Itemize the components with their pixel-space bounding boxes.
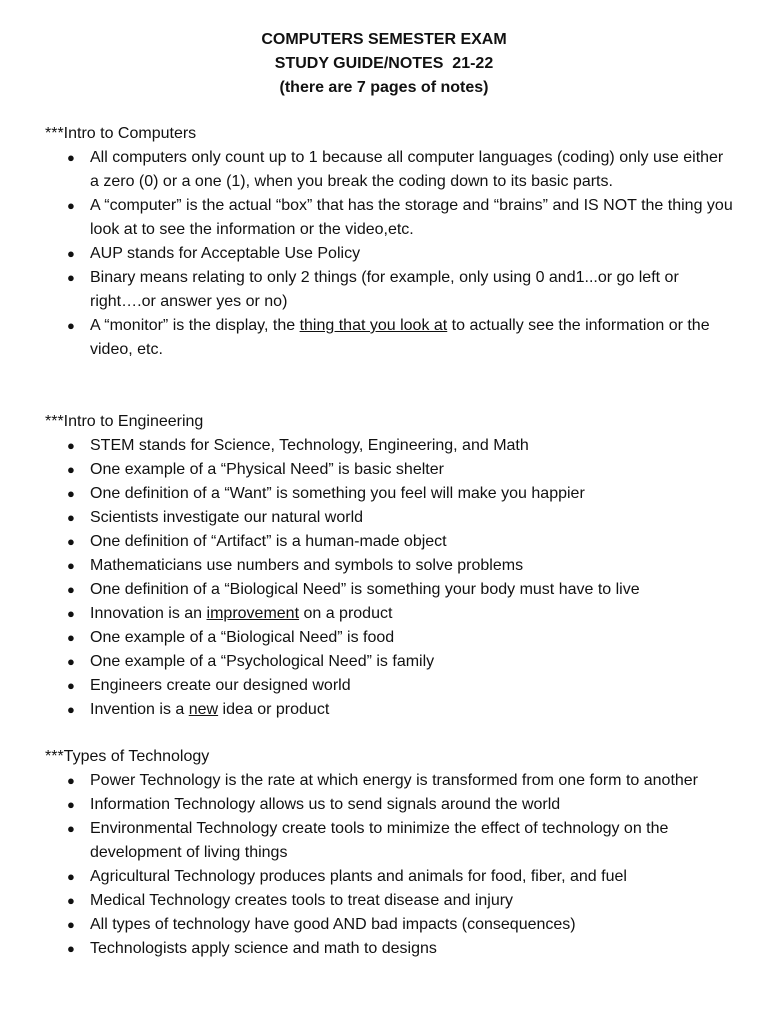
item-text: Innovation is an — [90, 605, 207, 622]
bullet-icon: ● — [67, 702, 75, 717]
item-underlined-text: improvement — [206, 605, 300, 622]
list-item — [45, 698, 735, 722]
list-item — [45, 530, 735, 554]
list-item — [45, 146, 735, 194]
item-text: Scientists investigate our natural world — [90, 509, 364, 526]
list-item — [45, 817, 735, 865]
item-text: Environmental Technology create tools to minimize the effect of technology on the development of living things — [90, 820, 669, 861]
section-types-of-technology — [45, 745, 735, 961]
bullet-icon: ● — [67, 462, 75, 477]
item-underlined-text: thing that you look at — [299, 317, 448, 334]
bullet-icon: ● — [67, 582, 75, 597]
bullet-icon: ● — [67, 198, 75, 213]
list-item — [45, 266, 735, 314]
bullet-icon: ● — [67, 630, 75, 645]
list-item — [45, 482, 735, 506]
item-text: Technologists apply science and math to designs — [90, 940, 437, 957]
list-item — [45, 650, 735, 674]
bullet-icon: ● — [67, 270, 75, 285]
item-text: Engineers create our designed world — [90, 677, 351, 694]
item-text: Information Technology allows us to send signals around the world — [90, 796, 561, 813]
bullet-icon: ● — [67, 246, 75, 261]
bullet-icon: ● — [67, 654, 75, 669]
section-intro-to-engineering — [45, 410, 735, 722]
list-item — [45, 554, 735, 578]
bullet-icon: ● — [67, 558, 75, 573]
bullet-list — [45, 769, 735, 961]
bullet-icon: ● — [67, 821, 75, 836]
list-item — [45, 793, 735, 817]
bullet-list — [45, 146, 735, 362]
bullet-icon: ● — [67, 869, 75, 884]
list-item — [45, 506, 735, 530]
item-underlined-text: new — [188, 701, 219, 718]
item-text: All computers only count up to 1 because all computer languages (coding) only use either a zero (0) or a one (1), when you break the coding down to its basic parts. — [90, 149, 724, 190]
bullet-icon: ● — [67, 318, 75, 333]
header-title: COMPUTERS SEMESTER EXAM — [261, 31, 507, 48]
item-text: Mathematicians use numbers and symbols to solve problems — [90, 557, 524, 574]
item-text: Power Technology is the rate at which energy is transformed from one form to another — [90, 772, 699, 789]
item-text: Medical Technology creates tools to treat disease and injury — [90, 892, 514, 909]
section-title: ***Intro to Computers — [45, 125, 197, 142]
list-item — [45, 602, 735, 626]
bullet-icon: ● — [67, 773, 75, 788]
list-item — [45, 937, 735, 961]
list-item — [45, 674, 735, 698]
item-text: One definition of a “Biological Need” is something your body must have to live — [90, 581, 640, 598]
item-text: A “computer” is the actual “box” that has the storage and “brains” and IS NOT the thing you look at to see the information or the video,etc. — [90, 197, 733, 238]
item-text: Invention is a — [90, 701, 189, 718]
bullet-icon: ● — [67, 917, 75, 932]
list-item — [45, 434, 735, 458]
bullet-icon: ● — [67, 534, 75, 549]
item-text: STEM stands for Science, Technology, Engineering, and Math — [90, 437, 529, 454]
item-text: One definition of a “Want” is something you feel will make you happier — [90, 485, 585, 502]
section-intro-to-computers — [45, 122, 735, 362]
bullet-icon: ● — [67, 797, 75, 812]
item-text: Binary means relating to only 2 things (for example, only using 0 and1...or go left or right….or answer yes or no) — [90, 269, 679, 310]
item-text-continued: idea or product — [218, 701, 330, 718]
list-item — [45, 889, 735, 913]
bullet-icon: ● — [67, 941, 75, 956]
item-text: AUP stands for Acceptable Use Policy — [90, 245, 361, 262]
bullet-icon: ● — [67, 606, 75, 621]
item-text-continued: on a product — [299, 605, 393, 622]
item-text-continued: to actually see the information or the video, etc. — [90, 317, 710, 358]
header-subtitle: STUDY GUIDE/NOTES 21-22 — [274, 55, 494, 72]
list-item — [45, 865, 735, 889]
item-text: All types of technology have good AND bad impacts (consequences) — [90, 916, 576, 933]
section-title: ***Intro to Engineering — [45, 413, 204, 430]
item-text: Agricultural Technology produces plants and animals for food, fiber, and fuel — [90, 868, 627, 885]
item-text: A “monitor” is the display, the — [90, 317, 300, 334]
bullet-icon: ● — [67, 150, 75, 165]
bullet-icon: ● — [67, 893, 75, 908]
item-text: One example of a “Biological Need” is food — [90, 629, 395, 646]
list-item — [45, 242, 735, 266]
list-item — [45, 458, 735, 482]
list-item — [45, 626, 735, 650]
item-text: One example of a “Physical Need” is basic shelter — [90, 461, 444, 478]
list-item — [45, 194, 735, 242]
document-header — [0, 28, 768, 100]
list-item — [45, 913, 735, 937]
list-item — [45, 578, 735, 602]
item-text: One example of a “Psychological Need” is family — [90, 653, 435, 670]
item-text: One definition of “Artifact” is a human-made object — [90, 533, 447, 550]
header-note: (there are 7 pages of notes) — [279, 79, 489, 96]
section-title: ***Types of Technology — [45, 748, 210, 765]
bullet-icon: ● — [67, 678, 75, 693]
list-item — [45, 769, 735, 793]
bullet-icon: ● — [67, 486, 75, 501]
list-item — [45, 314, 735, 362]
bullet-list — [45, 434, 735, 722]
bullet-icon: ● — [67, 510, 75, 525]
bullet-icon: ● — [67, 438, 75, 453]
